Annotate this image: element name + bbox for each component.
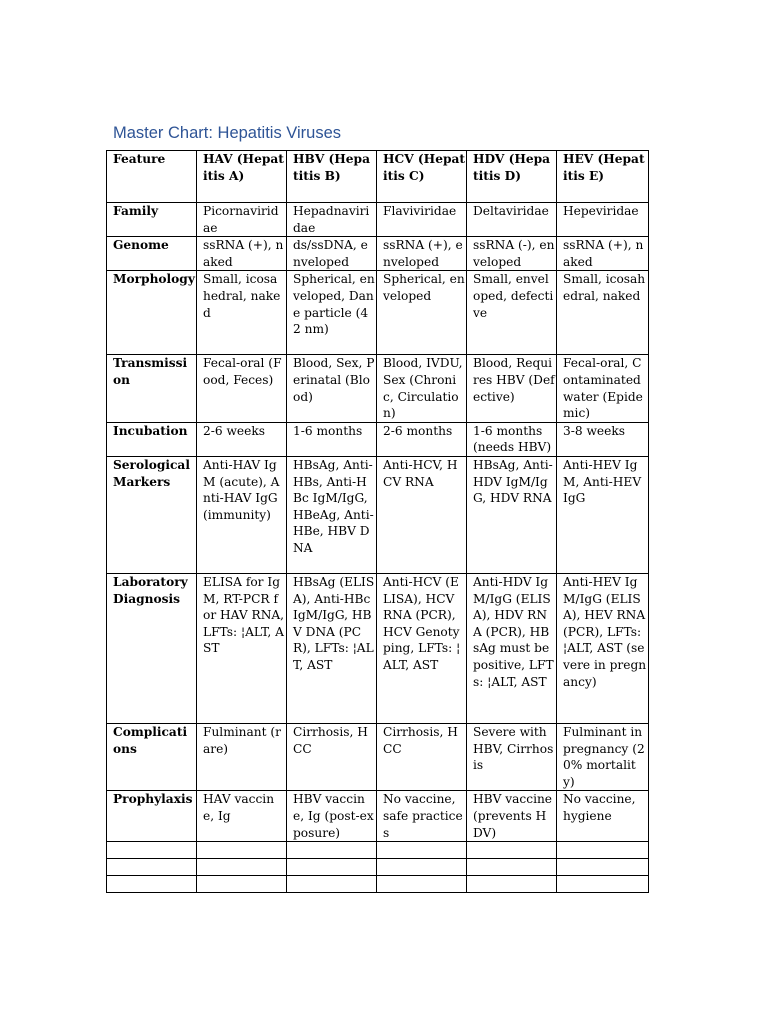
table-cell: Fecal-oral, Contaminated water (Epidemic) [557, 355, 649, 422]
row-label-genome: Genome [107, 237, 197, 271]
table-row-empty [107, 842, 649, 859]
header-cell-hdv: HDV (Hepatitis D) [467, 151, 557, 203]
table-cell: Small, enveloped, defective [467, 271, 557, 355]
table-cell: ssRNA (-), enveloped [467, 237, 557, 271]
table-cell: 2-6 months [377, 422, 467, 456]
table-cell: Anti-HAV IgM (acute), Anti-HAV IgG (immunity) [197, 456, 287, 573]
empty-cell [107, 842, 197, 859]
table-row-laboratory-diagnosis [107, 573, 649, 723]
empty-cell [287, 859, 377, 876]
table-cell: HBV vaccine (prevents HDV) [467, 791, 557, 842]
empty-cell [467, 876, 557, 893]
empty-cell [107, 859, 197, 876]
row-label-serological-markers: Serological Markers [107, 456, 197, 573]
empty-cell [107, 876, 197, 893]
table-row-serological-markers [107, 456, 649, 573]
empty-cell [197, 842, 287, 859]
header-cell-hbv: HBV (Hepatitis B) [287, 151, 377, 203]
table-cell: ssRNA (+), enveloped [377, 237, 467, 271]
table-cell: Anti-HEV IgM/IgG (ELISA), HEV RNA (PCR), LFTs: ¦ALT, AST (severe in pregnancy) [557, 573, 649, 723]
table-cell: 1-6 months (needs HBV) [467, 422, 557, 456]
table-cell: No vaccine, safe practices [377, 791, 467, 842]
row-label-transmission: Transmission [107, 355, 197, 422]
empty-cell [287, 876, 377, 893]
table-row-complications [107, 723, 649, 790]
header-cell-feature: Feature [107, 151, 197, 203]
empty-cell [197, 876, 287, 893]
table-cell: Small, icosahedral, naked [557, 271, 649, 355]
table-cell: Spherical, enveloped [377, 271, 467, 355]
empty-cell [287, 842, 377, 859]
table-cell: ds/ssDNA, enveloped [287, 237, 377, 271]
table-cell: Severe with HBV, Cirrhosis [467, 723, 557, 790]
table-cell: Anti-HDV IgM/IgG (ELISA), HDV RNA (PCR), HBsAg must be positive, LFTs: ¦ALT, AST [467, 573, 557, 723]
table-cell: HAV vaccine, Ig [197, 791, 287, 842]
empty-cell [467, 859, 557, 876]
table-cell: ssRNA (+), naked [197, 237, 287, 271]
row-label-complications: Complications [107, 723, 197, 790]
table-cell: Fecal-oral (Food, Feces) [197, 355, 287, 422]
table-cell: Spherical, enveloped, Dane particle (42 nm) [287, 271, 377, 355]
table-cell: Anti-HCV (ELISA), HCV RNA (PCR), HCV Genotyping, LFTs: ¦ALT, AST [377, 573, 467, 723]
empty-cell [557, 859, 649, 876]
table-row-empty [107, 859, 649, 876]
table-cell: Deltaviridae [467, 203, 557, 237]
table-cell: Anti-HCV, HCV RNA [377, 456, 467, 573]
empty-cell [377, 842, 467, 859]
row-label-incubation: Incubation [107, 422, 197, 456]
table-row-morphology [107, 271, 649, 355]
table-cell: ELISA for IgM, RT-PCR for HAV RNA, LFTs: ¦ALT, AST [197, 573, 287, 723]
table-row-incubation [107, 422, 649, 456]
header-cell-hev: HEV (Hepatitis E) [557, 151, 649, 203]
table-cell: Anti-HEV IgM, Anti-HEV IgG [557, 456, 649, 573]
table-cell: 2-6 weeks [197, 422, 287, 456]
row-label-family: Family [107, 203, 197, 237]
table-cell: Fulminant (rare) [197, 723, 287, 790]
empty-cell [557, 876, 649, 893]
empty-cell [557, 842, 649, 859]
empty-cell [467, 842, 557, 859]
table-cell: No vaccine, hygiene [557, 791, 649, 842]
header-cell-hav: HAV (Hepatitis A) [197, 151, 287, 203]
table-cell: Picornaviridae [197, 203, 287, 237]
table-header-row [107, 151, 649, 203]
empty-cell [377, 859, 467, 876]
hepatitis-master-table [106, 150, 649, 893]
empty-cell [377, 876, 467, 893]
table-row-empty [107, 876, 649, 893]
table-cell: ssRNA (+), naked [557, 237, 649, 271]
table-cell: 1-6 months [287, 422, 377, 456]
table-cell: Hepeviridae [557, 203, 649, 237]
table-cell: HBsAg, Anti-HDV IgM/IgG, HDV RNA [467, 456, 557, 573]
table-cell: HBsAg, Anti-HBs, Anti-HBc IgM/IgG, HBeAg, Anti-HBe, HBV DNA [287, 456, 377, 573]
table-cell: Flaviviridae [377, 203, 467, 237]
empty-cell [197, 859, 287, 876]
table-cell: Cirrhosis, HCC [287, 723, 377, 790]
table-cell: Fulminant in pregnancy (20% mortality) [557, 723, 649, 790]
table-row-genome [107, 237, 649, 271]
table-row-transmission [107, 355, 649, 422]
row-label-laboratory-diagnosis: Laboratory Diagnosis [107, 573, 197, 723]
table-cell: Blood, Sex, Perinatal (Blood) [287, 355, 377, 422]
row-label-prophylaxis: Prophylaxis [107, 791, 197, 842]
table-cell: 3-8 weeks [557, 422, 649, 456]
header-cell-hcv: HCV (Hepatitis C) [377, 151, 467, 203]
table-cell: Hepadnaviridae [287, 203, 377, 237]
document-title: Master Chart: Hepatitis Viruses [113, 124, 342, 142]
table-cell: Cirrhosis, HCC [377, 723, 467, 790]
row-label-morphology: Morphology [107, 271, 197, 355]
table-cell: Small, icosahedral, naked [197, 271, 287, 355]
table-cell: Blood, Requires HBV (Defective) [467, 355, 557, 422]
table-row-prophylaxis [107, 791, 649, 842]
table-row-family [107, 203, 649, 237]
table-cell: HBV vaccine, Ig (post-exposure) [287, 791, 377, 842]
table-cell: HBsAg (ELISA), Anti-HBc IgM/IgG, HBV DNA (PCR), LFTs: ¦ALT, AST [287, 573, 377, 723]
table-cell: Blood, IVDU, Sex (Chronic, Circulation) [377, 355, 467, 422]
